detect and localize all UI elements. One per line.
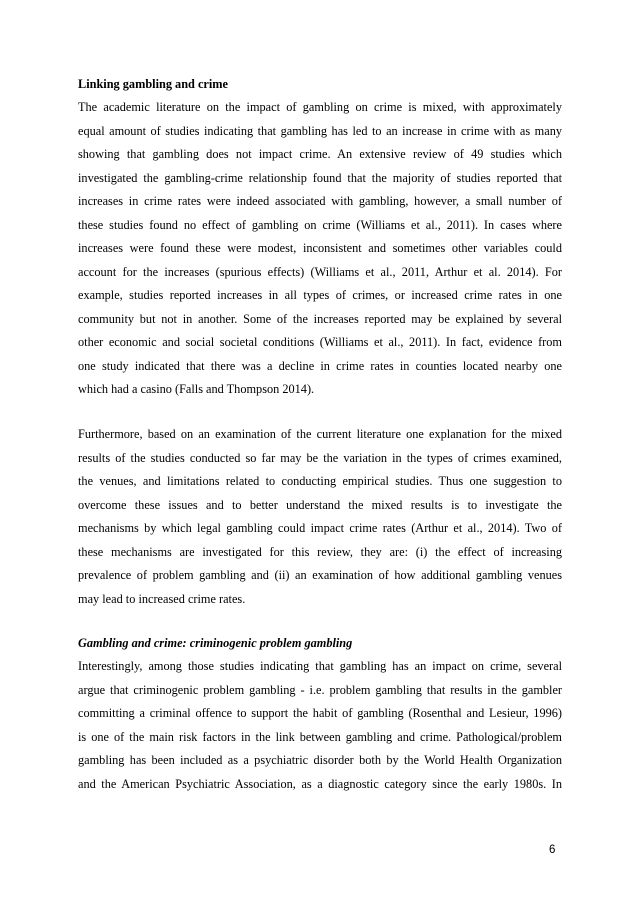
paragraph-line: overcome these issues and to better understand the mixed results is to investigate the	[78, 497, 562, 512]
paragraph-line: is one of the main risk factors in the link between gambling and crime. Pathological/problem	[78, 729, 562, 744]
paragraph-line: increases in crime rates were indeed associated with gambling, however, a small number of	[78, 194, 562, 208]
paragraph-line: which had a casino (Falls and Thompson 2014).	[78, 382, 315, 396]
section-heading-linking-gambling-and-crime: Linking gambling and crime	[78, 77, 228, 91]
paragraph-line: account for the increases (spurious effects) (Williams et al., 2011, Arthur et al. 2014). For	[78, 264, 562, 279]
paragraph-line: Furthermore, based on an examination of the current literature one explanation for the mixed	[78, 427, 562, 441]
page-number: 6	[549, 844, 556, 856]
section-heading-criminogenic-problem-gambling: Gambling and crime: criminogenic problem gambling	[78, 636, 353, 650]
paragraph-literature-mixed	[78, 96, 562, 402]
paragraph-line: The academic literature on the impact of gambling on crime is mixed, with approximately	[78, 100, 562, 114]
paragraph-criminogenic-problem-gambling	[78, 655, 562, 796]
paragraph-mixed-results-explanation	[78, 423, 562, 611]
paragraph-line: results of the studies conducted so far may be the variation in the types of crimes examined,	[78, 450, 562, 465]
paragraph-line: one study indicated that there was a decline in crime rates in counties located nearby one	[78, 358, 562, 373]
paragraph-line: community but not in another. Some of the increases reported may be explained by several	[78, 311, 562, 326]
paragraph-line: and the American Psychiatric Association, as a diagnostic category since the early 1980s. In	[78, 776, 562, 791]
paragraph-line: equal amount of studies indicating that gambling has led to an increase in crime with as many	[78, 123, 562, 138]
paragraph-line: gambling has been included as a psychiatric disorder both by the World Health Organization	[78, 753, 562, 767]
paragraph-line: these studies found no effect of gambling on crime (Williams et al., 2011). In cases where	[78, 217, 562, 232]
paragraph-line: prevalence of problem gambling and (ii) an examination of how additional gambling venues	[78, 568, 562, 582]
paragraph-line: mechanisms by which legal gambling could impact crime rates (Arthur et al., 2014). Two of	[78, 521, 562, 535]
paragraph-line: investigated the gambling-crime relationship found that the majority of studies reported that	[78, 170, 562, 185]
paragraph-line: may lead to increased crime rates.	[78, 591, 246, 606]
paragraph-line: other economic and social societal conditions (Williams et al., 2011). In fact, evidence from	[78, 335, 562, 349]
paragraph-line: committing a criminal offence to support the habit of gambling (Rosenthal and Lesieur, 1996)	[78, 706, 562, 720]
paragraph-line: these mechanisms are investigated for this review, they are: (i) the effect of increasing	[78, 544, 562, 559]
paragraph-line: argue that criminogenic problem gambling - i.e. problem gambling that results in the gambler	[78, 682, 562, 697]
page-body	[78, 73, 562, 796]
paragraph-line: increases were found these were modest, inconsistent and sometimes other variables could	[78, 241, 562, 255]
paragraph-line: example, studies reported increases in all types of crimes, or increased crime rates in one	[78, 288, 562, 302]
paragraph-line: the venues, and limitations related to conducting empirical studies. Thus one suggestion to	[78, 474, 562, 488]
paragraph-line: Interestingly, among those studies indicating that gambling has an impact on crime, several	[78, 659, 562, 673]
paragraph-line: showing that gambling does not impact crime. An extensive review of 49 studies which	[78, 147, 562, 161]
